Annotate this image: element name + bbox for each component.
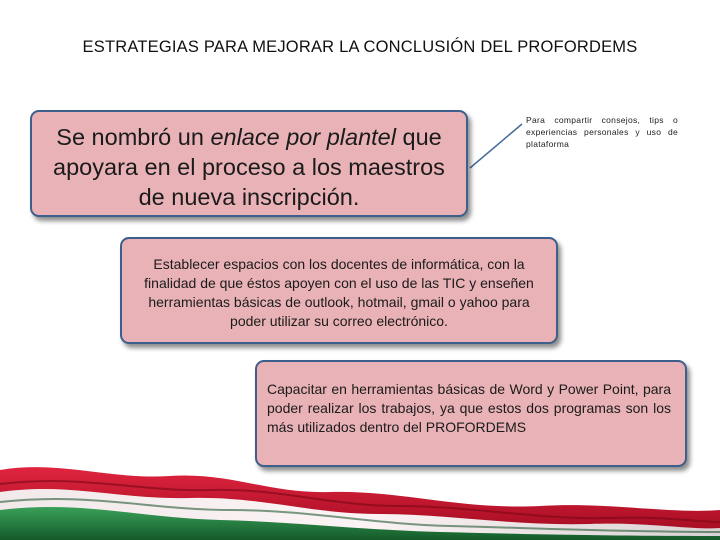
- box1-text-end: que apoyara en el proceso a los maestros de nueva inscripción.: [53, 124, 445, 210]
- strategy-box-capacitar: Capacitar en herramientas básicas de Word y Power Point, para poder realizar los trabajos, ya que estos dos programas son los más utilizados dentro del PROFORDEMS: [255, 360, 687, 467]
- note-text: Para compartir consejos, tips o experiencias personales y uso de plataforma: [526, 115, 678, 149]
- box1-emphasis: enlace por plantel: [210, 124, 396, 150]
- strategy-box-enlace: [30, 110, 468, 217]
- box1-text-start: Se nombró un: [56, 124, 211, 150]
- slide-title: ESTRATEGIAS PARA MEJORAR LA CONCLUSIÓN DEL PROFORDEMS: [82, 38, 638, 56]
- strategy-box-informatica: Establecer espacios con los docentes de informática, con la finalidad de que éstos apoyen con el uso de las TIC y enseñen herramientas básicas de outlook, hotmail, gmail o yahoo para poder utilizar su correo electrónico.: [120, 237, 558, 344]
